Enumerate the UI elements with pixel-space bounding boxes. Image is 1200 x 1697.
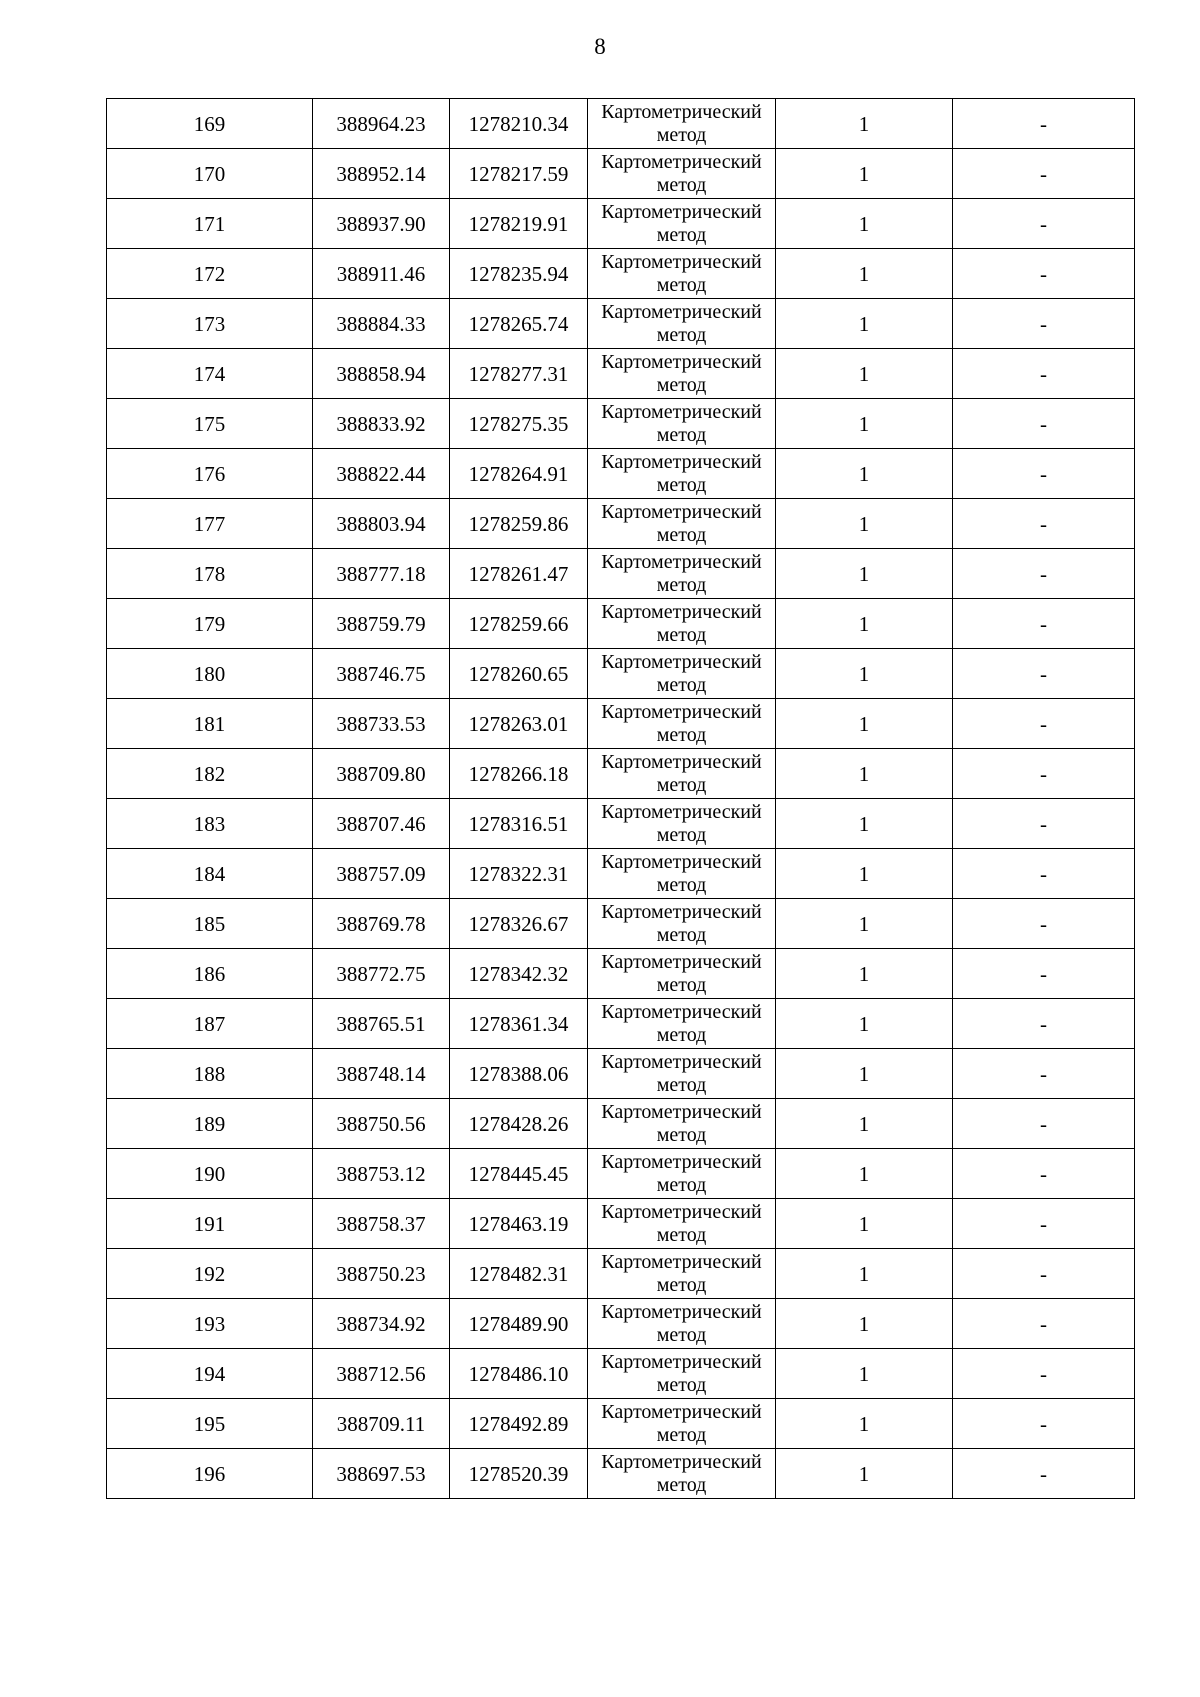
accuracy-cell: 1: [776, 1099, 953, 1149]
point-number-cell: 175: [107, 399, 313, 449]
method-cell: [588, 949, 776, 999]
method-line-2: метод: [656, 973, 707, 996]
y-coordinate-cell: 1278275.35: [450, 399, 588, 449]
accuracy-cell: 1: [776, 299, 953, 349]
method-line-2: метод: [656, 1023, 707, 1046]
method-line-2: метод: [656, 673, 707, 696]
method-line-2: метод: [656, 773, 707, 796]
x-coordinate-cell: 388707.46: [313, 799, 450, 849]
method-line-2: метод: [656, 1273, 707, 1296]
method-cell: [588, 549, 776, 599]
point-number-cell: 185: [107, 899, 313, 949]
method-line-2: метод: [656, 873, 707, 896]
table-row: [107, 349, 1135, 399]
point-number-cell: 192: [107, 1249, 313, 1299]
point-number-cell: 196: [107, 1449, 313, 1499]
y-coordinate-cell: 1278361.34: [450, 999, 588, 1049]
method-line-2: метод: [656, 723, 707, 746]
method-line-1: Картометрический: [601, 1300, 762, 1323]
table-row: [107, 1149, 1135, 1199]
method-line-1: Картометрический: [601, 650, 762, 673]
table-row: [107, 599, 1135, 649]
method-cell: [588, 1349, 776, 1399]
note-cell: -: [953, 499, 1135, 549]
y-coordinate-cell: 1278263.01: [450, 699, 588, 749]
table-row: [107, 199, 1135, 249]
point-number-cell: 189: [107, 1099, 313, 1149]
point-number-cell: 194: [107, 1349, 313, 1399]
note-cell: -: [953, 349, 1135, 399]
accuracy-cell: 1: [776, 899, 953, 949]
method-cell: [588, 1399, 776, 1449]
table-row: [107, 1399, 1135, 1449]
note-cell: -: [953, 249, 1135, 299]
method-line-1: Картометрический: [601, 1450, 762, 1473]
y-coordinate-cell: 1278210.34: [450, 99, 588, 149]
x-coordinate-cell: 388753.12: [313, 1149, 450, 1199]
y-coordinate-cell: 1278486.10: [450, 1349, 588, 1399]
method-line-2: метод: [656, 823, 707, 846]
accuracy-cell: 1: [776, 949, 953, 999]
y-coordinate-cell: 1278520.39: [450, 1449, 588, 1499]
method-cell: [588, 1449, 776, 1499]
note-cell: -: [953, 1349, 1135, 1399]
method-cell: [588, 1249, 776, 1299]
x-coordinate-cell: 388833.92: [313, 399, 450, 449]
method-cell: [588, 849, 776, 899]
accuracy-cell: 1: [776, 699, 953, 749]
x-coordinate-cell: 388709.11: [313, 1399, 450, 1449]
note-cell: -: [953, 99, 1135, 149]
table-row: [107, 899, 1135, 949]
method-line-2: метод: [656, 123, 707, 146]
y-coordinate-cell: 1278388.06: [450, 1049, 588, 1099]
x-coordinate-cell: 388964.23: [313, 99, 450, 149]
point-number-cell: 172: [107, 249, 313, 299]
table-row: [107, 149, 1135, 199]
x-coordinate-cell: 388759.79: [313, 599, 450, 649]
y-coordinate-cell: 1278235.94: [450, 249, 588, 299]
x-coordinate-cell: 388748.14: [313, 1049, 450, 1099]
x-coordinate-cell: 388746.75: [313, 649, 450, 699]
method-line-1: Картометрический: [601, 900, 762, 923]
method-line-1: Картометрический: [601, 1050, 762, 1073]
table-row: [107, 849, 1135, 899]
method-line-1: Картометрический: [601, 1100, 762, 1123]
method-line-2: метод: [656, 1123, 707, 1146]
accuracy-cell: 1: [776, 349, 953, 399]
point-number-cell: 179: [107, 599, 313, 649]
accuracy-cell: 1: [776, 249, 953, 299]
method-line-1: Картометрический: [601, 700, 762, 723]
method-line-1: Картометрический: [601, 250, 762, 273]
table-row: [107, 399, 1135, 449]
x-coordinate-cell: 388734.92: [313, 1299, 450, 1349]
method-line-1: Картометрический: [601, 800, 762, 823]
x-coordinate-cell: 388709.80: [313, 749, 450, 799]
method-cell: [588, 649, 776, 699]
y-coordinate-cell: 1278259.66: [450, 599, 588, 649]
y-coordinate-cell: 1278259.86: [450, 499, 588, 549]
method-line-1: Картометрический: [601, 350, 762, 373]
x-coordinate-cell: 388952.14: [313, 149, 450, 199]
note-cell: -: [953, 1299, 1135, 1349]
method-cell: [588, 249, 776, 299]
accuracy-cell: 1: [776, 399, 953, 449]
method-line-1: Картометрический: [601, 300, 762, 323]
accuracy-cell: 1: [776, 749, 953, 799]
accuracy-cell: 1: [776, 99, 953, 149]
method-cell: [588, 99, 776, 149]
x-coordinate-cell: 388733.53: [313, 699, 450, 749]
method-line-2: метод: [656, 573, 707, 596]
accuracy-cell: 1: [776, 1349, 953, 1399]
note-cell: -: [953, 999, 1135, 1049]
accuracy-cell: 1: [776, 1199, 953, 1249]
note-cell: -: [953, 649, 1135, 699]
method-line-1: Картометрический: [601, 1250, 762, 1273]
method-cell: [588, 699, 776, 749]
method-line-2: метод: [656, 423, 707, 446]
method-cell: [588, 599, 776, 649]
note-cell: -: [953, 949, 1135, 999]
note-cell: -: [953, 1449, 1135, 1499]
table-row: [107, 949, 1135, 999]
method-cell: [588, 199, 776, 249]
method-line-1: Картометрический: [601, 100, 762, 123]
table-row: [107, 1049, 1135, 1099]
accuracy-cell: 1: [776, 199, 953, 249]
table-row: [107, 499, 1135, 549]
method-line-1: Картометрический: [601, 1150, 762, 1173]
y-coordinate-cell: 1278326.67: [450, 899, 588, 949]
point-number-cell: 186: [107, 949, 313, 999]
point-number-cell: 188: [107, 1049, 313, 1099]
x-coordinate-cell: 388758.37: [313, 1199, 450, 1249]
method-line-2: метод: [656, 223, 707, 246]
table-row: [107, 649, 1135, 699]
y-coordinate-cell: 1278428.26: [450, 1099, 588, 1149]
method-line-2: метод: [656, 623, 707, 646]
method-cell: [588, 999, 776, 1049]
x-coordinate-cell: 388777.18: [313, 549, 450, 599]
method-line-1: Картометрический: [601, 1000, 762, 1023]
method-line-2: метод: [656, 1423, 707, 1446]
point-number-cell: 178: [107, 549, 313, 599]
table-row: [107, 1299, 1135, 1349]
point-number-cell: 174: [107, 349, 313, 399]
point-number-cell: 171: [107, 199, 313, 249]
y-coordinate-cell: 1278482.31: [450, 1249, 588, 1299]
coordinates-table-body: [107, 99, 1135, 1499]
method-line-1: Картометрический: [601, 600, 762, 623]
method-line-1: Картометрический: [601, 950, 762, 973]
x-coordinate-cell: 388769.78: [313, 899, 450, 949]
method-line-2: метод: [656, 523, 707, 546]
accuracy-cell: 1: [776, 1149, 953, 1199]
table-row: [107, 999, 1135, 1049]
method-line-2: метод: [656, 1323, 707, 1346]
method-line-2: метод: [656, 473, 707, 496]
note-cell: -: [953, 749, 1135, 799]
y-coordinate-cell: 1278463.19: [450, 1199, 588, 1249]
accuracy-cell: 1: [776, 149, 953, 199]
method-line-2: метод: [656, 173, 707, 196]
note-cell: -: [953, 599, 1135, 649]
point-number-cell: 177: [107, 499, 313, 549]
accuracy-cell: 1: [776, 649, 953, 699]
accuracy-cell: 1: [776, 599, 953, 649]
note-cell: -: [953, 199, 1135, 249]
accuracy-cell: 1: [776, 849, 953, 899]
y-coordinate-cell: 1278277.31: [450, 349, 588, 399]
method-cell: [588, 149, 776, 199]
method-line-1: Картометрический: [601, 500, 762, 523]
method-cell: [588, 1099, 776, 1149]
note-cell: -: [953, 699, 1135, 749]
note-cell: -: [953, 799, 1135, 849]
y-coordinate-cell: 1278260.65: [450, 649, 588, 699]
table-row: [107, 299, 1135, 349]
method-cell: [588, 1199, 776, 1249]
note-cell: -: [953, 1199, 1135, 1249]
x-coordinate-cell: 388712.56: [313, 1349, 450, 1399]
y-coordinate-cell: 1278322.31: [450, 849, 588, 899]
table-row: [107, 549, 1135, 599]
x-coordinate-cell: 388765.51: [313, 999, 450, 1049]
note-cell: -: [953, 149, 1135, 199]
table-row: [107, 1449, 1135, 1499]
note-cell: -: [953, 1249, 1135, 1299]
note-cell: -: [953, 1099, 1135, 1149]
x-coordinate-cell: 388750.56: [313, 1099, 450, 1149]
x-coordinate-cell: 388750.23: [313, 1249, 450, 1299]
method-line-2: метод: [656, 273, 707, 296]
table-row: [107, 1349, 1135, 1399]
method-cell: [588, 1049, 776, 1099]
y-coordinate-cell: 1278266.18: [450, 749, 588, 799]
table-row: [107, 99, 1135, 149]
x-coordinate-cell: 388911.46: [313, 249, 450, 299]
method-line-1: Картометрический: [601, 200, 762, 223]
y-coordinate-cell: 1278445.45: [450, 1149, 588, 1199]
note-cell: -: [953, 449, 1135, 499]
point-number-cell: 176: [107, 449, 313, 499]
method-line-1: Картометрический: [601, 850, 762, 873]
y-coordinate-cell: 1278489.90: [450, 1299, 588, 1349]
method-line-1: Картометрический: [601, 150, 762, 173]
point-number-cell: 191: [107, 1199, 313, 1249]
point-number-cell: 195: [107, 1399, 313, 1449]
accuracy-cell: 1: [776, 1449, 953, 1499]
table-row: [107, 1099, 1135, 1149]
accuracy-cell: 1: [776, 1049, 953, 1099]
method-line-1: Картометрический: [601, 550, 762, 573]
note-cell: -: [953, 899, 1135, 949]
method-cell: [588, 799, 776, 849]
table-row: [107, 1249, 1135, 1299]
accuracy-cell: 1: [776, 499, 953, 549]
note-cell: -: [953, 1049, 1135, 1099]
accuracy-cell: 1: [776, 449, 953, 499]
x-coordinate-cell: 388858.94: [313, 349, 450, 399]
table-row: [107, 749, 1135, 799]
y-coordinate-cell: 1278265.74: [450, 299, 588, 349]
accuracy-cell: 1: [776, 799, 953, 849]
x-coordinate-cell: 388757.09: [313, 849, 450, 899]
method-line-2: метод: [656, 373, 707, 396]
note-cell: -: [953, 1399, 1135, 1449]
point-number-cell: 180: [107, 649, 313, 699]
page-number: 8: [594, 34, 606, 59]
method-line-2: метод: [656, 1373, 707, 1396]
method-cell: [588, 899, 776, 949]
method-line-2: метод: [656, 1073, 707, 1096]
accuracy-cell: 1: [776, 1299, 953, 1349]
table-row: [107, 449, 1135, 499]
method-line-2: метод: [656, 323, 707, 346]
point-number-cell: 170: [107, 149, 313, 199]
y-coordinate-cell: 1278316.51: [450, 799, 588, 849]
note-cell: -: [953, 299, 1135, 349]
method-line-1: Картометрический: [601, 1350, 762, 1373]
accuracy-cell: 1: [776, 1399, 953, 1449]
table-row: [107, 249, 1135, 299]
x-coordinate-cell: 388803.94: [313, 499, 450, 549]
method-line-1: Картометрический: [601, 750, 762, 773]
table-row: [107, 699, 1135, 749]
method-line-1: Картометрический: [601, 1400, 762, 1423]
accuracy-cell: 1: [776, 1249, 953, 1299]
accuracy-cell: 1: [776, 999, 953, 1049]
y-coordinate-cell: 1278264.91: [450, 449, 588, 499]
table-row: [107, 1199, 1135, 1249]
note-cell: -: [953, 549, 1135, 599]
point-number-cell: 173: [107, 299, 313, 349]
method-cell: [588, 299, 776, 349]
coordinates-table: [106, 98, 1135, 1499]
method-cell: [588, 399, 776, 449]
method-cell: [588, 499, 776, 549]
method-cell: [588, 1149, 776, 1199]
accuracy-cell: 1: [776, 549, 953, 599]
point-number-cell: 190: [107, 1149, 313, 1199]
method-line-1: Картометрический: [601, 400, 762, 423]
method-line-2: метод: [656, 923, 707, 946]
note-cell: -: [953, 1149, 1135, 1199]
point-number-cell: 183: [107, 799, 313, 849]
point-number-cell: 184: [107, 849, 313, 899]
method-line-1: Картометрический: [601, 1200, 762, 1223]
y-coordinate-cell: 1278217.59: [450, 149, 588, 199]
method-cell: [588, 449, 776, 499]
method-cell: [588, 349, 776, 399]
y-coordinate-cell: 1278492.89: [450, 1399, 588, 1449]
note-cell: -: [953, 849, 1135, 899]
method-line-2: метод: [656, 1223, 707, 1246]
x-coordinate-cell: 388697.53: [313, 1449, 450, 1499]
point-number-cell: 193: [107, 1299, 313, 1349]
point-number-cell: 181: [107, 699, 313, 749]
table-row: [107, 799, 1135, 849]
point-number-cell: 187: [107, 999, 313, 1049]
y-coordinate-cell: 1278342.32: [450, 949, 588, 999]
x-coordinate-cell: 388884.33: [313, 299, 450, 349]
point-number-cell: 169: [107, 99, 313, 149]
x-coordinate-cell: 388822.44: [313, 449, 450, 499]
method-line-2: метод: [656, 1473, 707, 1496]
method-line-2: метод: [656, 1173, 707, 1196]
method-cell: [588, 749, 776, 799]
method-line-1: Картометрический: [601, 450, 762, 473]
x-coordinate-cell: 388937.90: [313, 199, 450, 249]
x-coordinate-cell: 388772.75: [313, 949, 450, 999]
point-number-cell: 182: [107, 749, 313, 799]
method-cell: [588, 1299, 776, 1349]
y-coordinate-cell: 1278219.91: [450, 199, 588, 249]
y-coordinate-cell: 1278261.47: [450, 549, 588, 599]
note-cell: -: [953, 399, 1135, 449]
